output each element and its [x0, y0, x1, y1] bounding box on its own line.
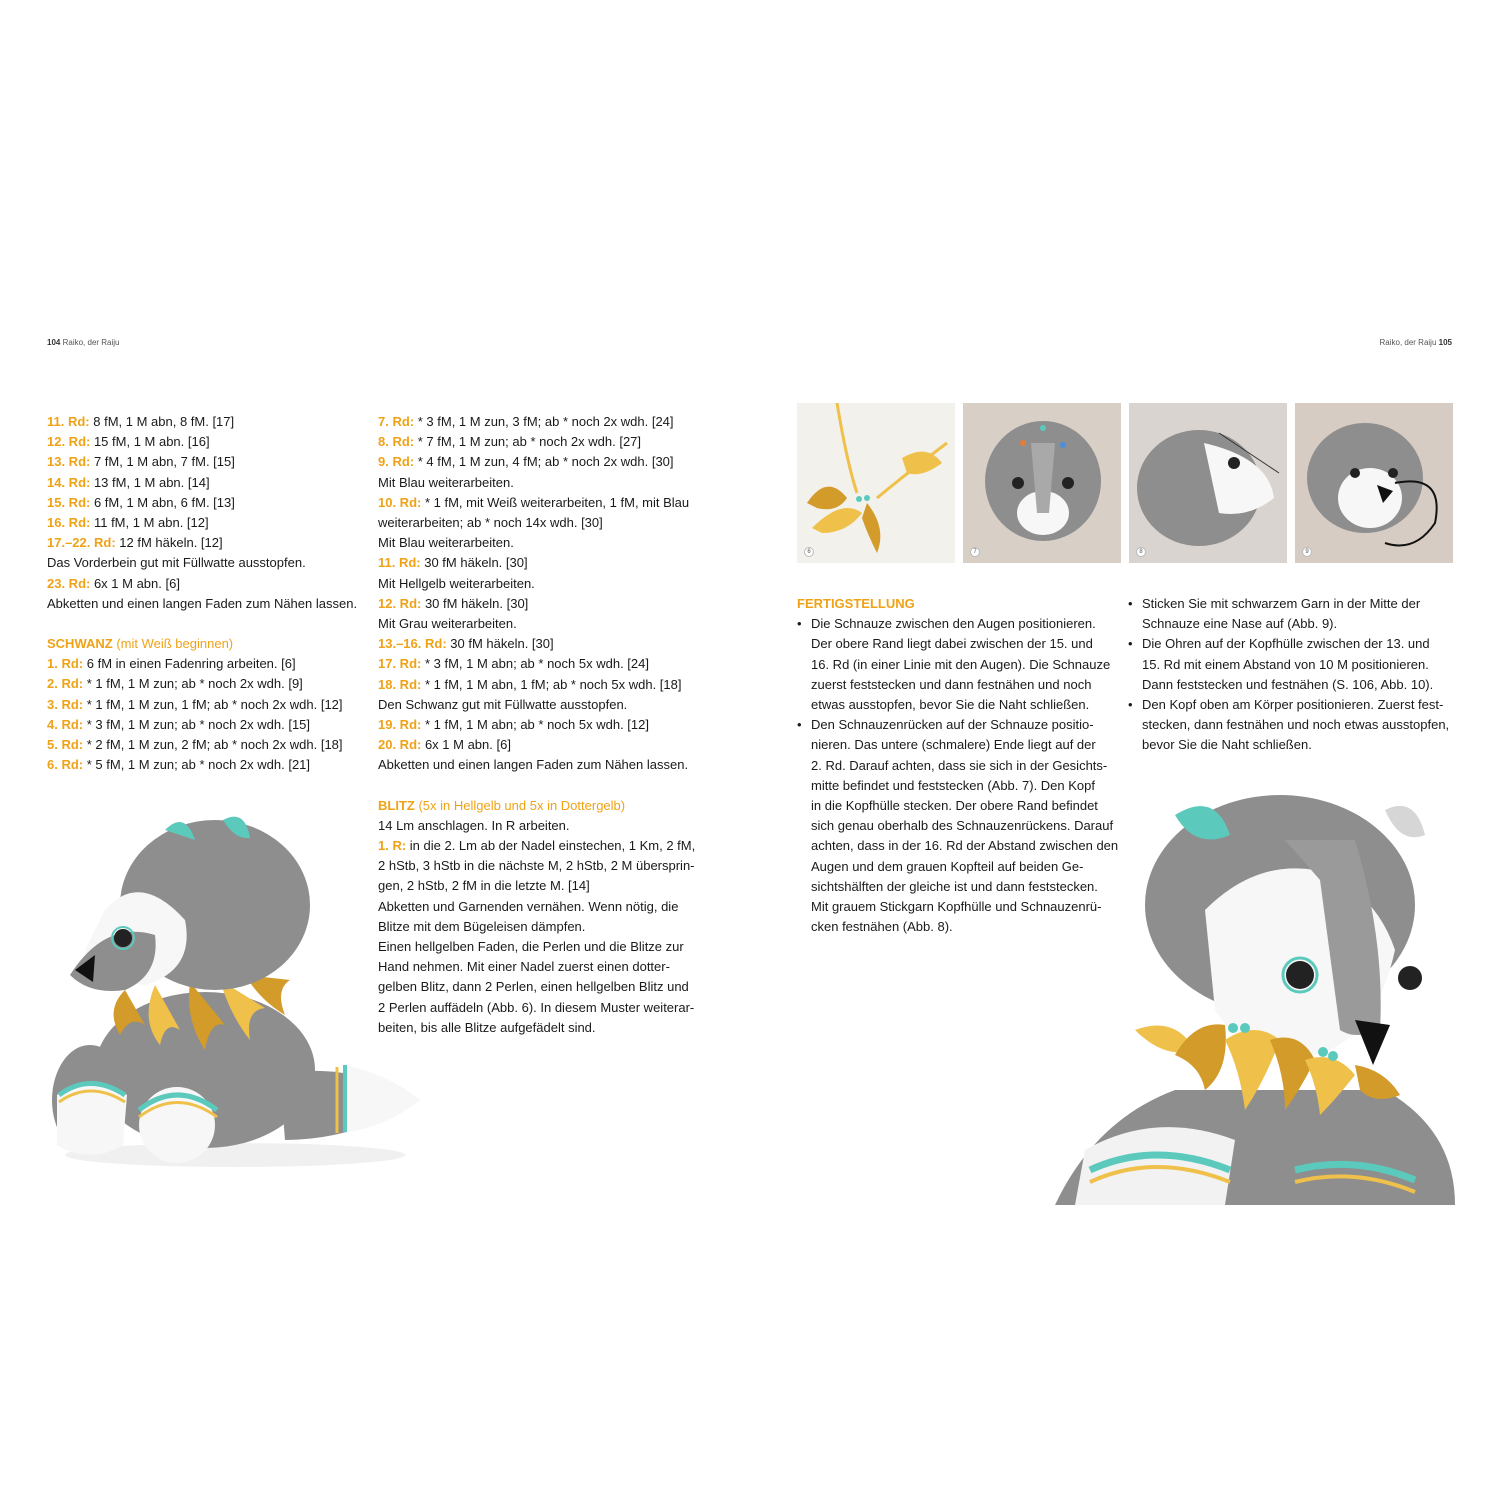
photo-number-badge: 9: [1302, 547, 1312, 557]
round-text: 12 fM häkeln. [12]: [115, 535, 223, 551]
round-text: 30 fM häkeln. [30]: [446, 636, 554, 652]
round-label: 20. Rd:: [378, 737, 422, 753]
instruction-line: [47, 493, 357, 513]
round-label: 12. Rd:: [378, 595, 422, 611]
instruction-line: [47, 755, 357, 775]
bullet-item: [1128, 695, 1458, 756]
round-label: 10. Rd:: [378, 494, 422, 510]
round-label: 8. Rd:: [378, 434, 415, 450]
instruction-line: [47, 654, 357, 674]
bullet-line: • Die Ohren auf der Kopfhülle zwischen der 13. und: [1142, 636, 1430, 652]
instruction-line: [378, 755, 708, 775]
instruction-line: [378, 937, 708, 957]
round-label: 13. Rd:: [47, 454, 91, 470]
section-title: BLITZ: [378, 797, 415, 813]
bullet-line: • Die Schnauze zwischen den Augen positionieren.: [811, 616, 1096, 632]
bullet-line: stecken, dann festnähen und noch etwas ausstopfen,: [1142, 717, 1450, 733]
round-label: 2. Rd:: [47, 676, 84, 692]
round-text: Mit Hellgelb weiterarbeiten.: [378, 575, 535, 591]
instruction-line: [378, 614, 708, 634]
bullet-line: nieren. Das untere (schmalere) Ende liegt auf der: [811, 737, 1096, 753]
bullet-item: [1128, 594, 1458, 634]
bullet-line: in die Kopfhülle stecken. Der obere Rand befindet: [811, 798, 1098, 814]
instruction-line: [378, 715, 708, 735]
round-text: * 2 fM, 1 M zun, 2 fM; ab * noch 2x wdh. [18]: [83, 737, 343, 753]
round-text: 6x 1 M abn. [6]: [421, 737, 511, 753]
round-label: 9. Rd:: [378, 454, 415, 470]
round-label: 3. Rd:: [47, 696, 84, 712]
step-photo-6: [797, 403, 955, 563]
bullet-line: 2. Rd. Darauf achten, dass sie sich in der Gesichts-: [811, 757, 1108, 773]
bullet-line: • Den Schnauzenrücken auf der Schnauze positio-: [811, 717, 1094, 733]
round-text: Blitze mit dem Bügeleisen dämpfen.: [378, 918, 586, 934]
round-text: 6x 1 M abn. [6]: [90, 575, 180, 591]
instruction-line: [378, 574, 708, 594]
round-text: Hand nehmen. Mit einer Nadel zuerst einen dotter-: [378, 959, 670, 975]
head-pinned-illustration: [963, 403, 1121, 563]
instruction-line: [47, 473, 357, 493]
bullet-line: 15. Rd mit einem Abstand von 10 M positionieren.: [1142, 656, 1429, 672]
bullet-line: achten, dass in der 16. Rd der Abstand zwischen den: [811, 838, 1119, 854]
bullet-line: etwas ausstopfen, bevor Sie die Naht schließen.: [811, 697, 1090, 713]
bullet-line: Mit grauem Stickgarn Kopfhülle und Schnauzenrü-: [811, 899, 1102, 915]
round-text: Abketten und einen langen Faden zum Nähen lassen.: [47, 595, 358, 611]
section-subtitle: (5x in Hellgelb und 5x in Dottergelb): [414, 797, 626, 813]
step-photo-7: [963, 403, 1121, 563]
round-text: beiten, bis alle Blitze aufgefädelt sind.: [378, 1019, 596, 1035]
bullet-line: Augen und dem grauen Kopfteil auf beiden Ge-: [811, 858, 1084, 874]
bullet-line: sich genau oberhalb des Schnauzenrückens. Darauf: [811, 818, 1114, 834]
round-label: 11. Rd:: [378, 555, 421, 571]
round-label: 7. Rd:: [378, 414, 415, 429]
instruction-line: [47, 695, 357, 715]
nose-embroidery-illustration: [1295, 403, 1453, 563]
round-text: * 1 fM, 1 M abn, 1 fM; ab * noch 5x wdh. [18]: [421, 676, 682, 692]
round-text: 30 fM häkeln. [30]: [420, 555, 528, 571]
round-label: 16. Rd:: [47, 515, 91, 531]
instruction-line: [378, 553, 708, 573]
round-text: * 5 fM, 1 M zun; ab * noch 2x wdh. [21]: [83, 757, 311, 773]
round-text: * 3 fM, 1 M abn; ab * noch 5x wdh. [24]: [421, 656, 649, 672]
lightning-strand-illustration: [797, 403, 955, 563]
instruction-line: [47, 513, 357, 533]
instruction-line: [378, 836, 708, 856]
round-text: gen, 2 hStb, 2 fM in die letzte M. [14]: [378, 878, 590, 894]
round-text: 2 hStb, 3 hStb in die nächste M, 2 hStb, 2 M übersprin-: [378, 858, 695, 874]
instruction-line: [378, 957, 708, 977]
round-text: 15 fM, 1 M abn. [16]: [90, 434, 210, 450]
instruction-line: [378, 856, 708, 876]
bullet-item: [1128, 634, 1458, 695]
round-text: Einen hellgelben Faden, die Perlen und die Blitze zur: [378, 939, 684, 955]
instruction-line: [378, 1018, 708, 1038]
round-label: 18. Rd:: [378, 676, 422, 692]
fertigstellung-heading: FERTIGSTELLUNG: [797, 596, 915, 611]
bullet-line: • Den Kopf oben am Körper positionieren. Zuerst fest-: [1142, 697, 1444, 713]
round-label: 4. Rd:: [47, 716, 84, 732]
instruction-line: [47, 432, 357, 452]
round-text: gelben Blitz, dann 2 Perlen, einen hellgelben Blitz und: [378, 979, 689, 995]
bullet-line: mitte befindet und feststecken (Abb. 7). Den Kopf: [811, 777, 1095, 793]
step-photo-9: [1295, 403, 1453, 563]
bullet-line: Der obere Rand liegt dabei zwischen der 15. und: [811, 636, 1093, 652]
instruction-line: [47, 735, 357, 755]
section-heading-schwanz: [47, 634, 357, 654]
photo-number-badge: 8: [1136, 547, 1146, 557]
round-label: 14. Rd:: [47, 474, 91, 490]
round-text: 6 fM, 1 M abn, 6 fM. [13]: [90, 494, 235, 510]
round-text: 13 fM, 1 M abn. [14]: [90, 474, 210, 490]
round-text: 2 Perlen auffädeln (Abb. 6). In diesem Muster weiterar-: [378, 999, 695, 1015]
instruction-line: [47, 674, 357, 694]
amigurumi-raiju-closeup-photo: [1055, 790, 1455, 1205]
instruction-line: [378, 695, 708, 715]
photo-number-badge: 6: [804, 547, 814, 557]
bullet-line: Dann feststecken und festnähen (S. 106, Abb. 10).: [1142, 676, 1434, 692]
instruction-line: [378, 634, 708, 654]
round-text: Den Schwanz gut mit Füllwatte ausstopfen.: [378, 696, 628, 712]
round-text: * 3 fM, 1 M zun, 3 fM; ab * noch 2x wdh. [24]: [414, 414, 674, 429]
instruction-line: [378, 654, 708, 674]
instruction-line: [378, 917, 708, 937]
instruction-line: [47, 533, 357, 553]
right-running-title: Raiko, der Raiju: [1379, 338, 1437, 347]
left-page-number: 104: [47, 338, 61, 347]
fertigstellung-column-right: [1128, 594, 1458, 756]
round-label: 19. Rd:: [378, 717, 422, 733]
round-text: 30 fM häkeln. [30]: [421, 595, 529, 611]
round-text: Abketten und Garnenden vernähen. Wenn nötig, die: [378, 898, 679, 914]
column-1: [47, 412, 357, 775]
instruction-line: [378, 998, 708, 1018]
section-title: SCHWANZ: [47, 636, 113, 652]
instruction-line: [47, 594, 357, 614]
round-text: * 7 fM, 1 M zun; ab * noch 2x wdh. [27]: [414, 434, 642, 450]
blitz-instructions: [378, 816, 708, 1038]
right-page-header: [1379, 338, 1452, 347]
round-label: 12. Rd:: [47, 434, 91, 450]
round-text: 8 fM, 1 M abn, 8 fM. [17]: [89, 414, 235, 429]
instruction-line: [378, 452, 708, 472]
left-page-header: [47, 338, 120, 347]
bullet-item: [797, 614, 1117, 715]
bullet-line: cken festnähen (Abb. 8).: [811, 919, 953, 935]
instruction-line: [378, 493, 708, 513]
round-label: 5. Rd:: [47, 737, 84, 753]
instruction-line: [378, 432, 708, 452]
bullet-line: Schnauze eine Nase auf (Abb. 9).: [1142, 616, 1338, 632]
instruction-line: [378, 735, 708, 755]
round-text: * 1 fM, 1 M zun, 1 fM; ab * noch 2x wdh. [12]: [83, 696, 343, 712]
round-label: 23. Rd:: [47, 575, 91, 591]
photo-number-badge: 7: [970, 547, 980, 557]
instruction-line: [378, 533, 708, 553]
round-text: * 4 fM, 1 M zun, 4 fM; ab * noch 2x wdh. [30]: [414, 454, 674, 470]
instruction-line: [47, 553, 357, 573]
round-label: 11. Rd:: [47, 414, 90, 429]
round-label: 13.–16. Rd:: [378, 636, 447, 652]
head-sewing-illustration: [1129, 403, 1287, 563]
instruction-line: [378, 876, 708, 896]
round-list: [47, 412, 357, 614]
round-text: * 1 fM, mit Weiß weiterarbeiten, 1 fM, mit Blau: [421, 494, 690, 510]
instruction-line: [47, 412, 357, 432]
round-label: 1. Rd:: [47, 656, 84, 672]
round-text: in die 2. Lm ab der Nadel einstechen, 1 Km, 2 fM,: [406, 838, 696, 854]
round-text: Das Vorderbein gut mit Füllwatte ausstopfen.: [47, 555, 306, 571]
bullet-line: bevor Sie die Naht schließen.: [1142, 737, 1312, 753]
instruction-line: [378, 977, 708, 997]
bullet-line: 16. Rd (in einer Linie mit den Augen). Die Schnauze: [811, 656, 1111, 672]
round-text: 7 fM, 1 M abn, 7 fM. [15]: [90, 454, 235, 470]
instruction-line: [47, 452, 357, 472]
round-label: 17.–22. Rd:: [47, 535, 116, 551]
round-text: * 1 fM, 1 M abn; ab * noch 5x wdh. [12]: [421, 717, 649, 733]
instruction-line: [378, 594, 708, 614]
amigurumi-raiju-photo: [45, 810, 425, 1180]
round-text: weiterarbeiten; ab * noch 14x wdh. [30]: [378, 515, 603, 531]
round-text: * 1 fM, 1 M zun; ab * noch 2x wdh. [9]: [83, 676, 303, 692]
round-text: 14 Lm anschlagen. In R arbeiten.: [378, 817, 570, 833]
round-label: 17. Rd:: [378, 656, 422, 672]
round-text: * 3 fM, 1 M zun; ab * noch 2x wdh. [15]: [83, 716, 311, 732]
round-text: Mit Blau weiterarbeiten.: [378, 535, 514, 551]
instruction-line: [378, 897, 708, 917]
instruction-line: [378, 412, 708, 432]
step-photo-8: [1129, 403, 1287, 563]
round-label: 6. Rd:: [47, 757, 84, 773]
instruction-line: [378, 473, 708, 493]
section-subtitle: (mit Weiß beginnen): [112, 636, 234, 652]
round-text: 6 fM in einen Fadenring arbeiten. [6]: [83, 656, 296, 672]
round-list-continued: [378, 412, 708, 776]
round-text: 11 fM, 1 M abn. [12]: [90, 515, 209, 531]
bullet-line: zuerst feststecken und dann festnähen und noch: [811, 676, 1092, 692]
round-text: Mit Blau weiterarbeiten.: [378, 474, 514, 490]
instruction-line: [378, 513, 708, 533]
round-label: 15. Rd:: [47, 494, 91, 510]
left-running-title: Raiko, der Raiju: [62, 338, 120, 347]
round-label: 1. R:: [378, 838, 407, 854]
bullet-line: sichtshälften der gleiche ist und dann feststecken.: [811, 878, 1098, 894]
fertigstellung-bullets-right: [1128, 594, 1458, 756]
column-2: [378, 412, 708, 1038]
round-text: Abketten und einen langen Faden zum Nähen lassen.: [378, 757, 689, 773]
instruction-line: [47, 574, 357, 594]
bullet-line: • Sticken Sie mit schwarzem Garn in der Mitte der: [1142, 596, 1421, 611]
instruction-line: [47, 715, 357, 735]
right-page-number: 105: [1438, 338, 1452, 347]
instruction-line: [378, 816, 708, 836]
section-heading-blitz: [378, 796, 708, 816]
round-text: Mit Grau weiterarbeiten.: [378, 616, 517, 632]
schwanz-round-list: [47, 654, 357, 775]
instruction-line: [378, 675, 708, 695]
